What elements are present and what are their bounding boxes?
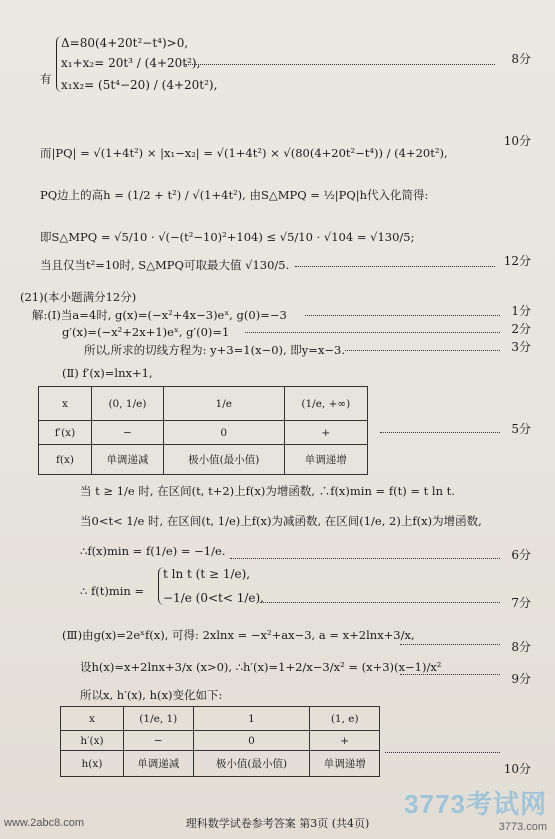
solution-line-3: 所以,所求的切线方程为: y+3=1(x−0), 即y=x−3. [84, 343, 346, 357]
table-cell: 单调递增 [284, 445, 367, 475]
score-label: 9分 [511, 672, 531, 686]
dot-leader [385, 752, 500, 753]
dot-leader [380, 432, 500, 433]
table-cell: h(x) [61, 751, 124, 777]
dot-leader [305, 315, 500, 316]
piecewise-cases [158, 567, 264, 605]
case-1: t ln t (t ≥ 1/e), [163, 567, 251, 581]
table-cell: 0 [163, 421, 284, 445]
case-line-3: ∴f(x)min = f(1/e) = −1/e. [80, 544, 226, 558]
table-cell: 极小值(最小值) [163, 445, 284, 475]
table-cell: 单调递增 [310, 751, 380, 777]
table-cell: h′(x) [61, 731, 124, 751]
score-label: 3分 [511, 340, 531, 354]
score-label: 12分 [503, 254, 531, 268]
score-label: 6分 [511, 548, 531, 562]
dot-leader [400, 674, 500, 675]
monotonicity-table-f [38, 386, 368, 475]
piecewise-prefix: ∴ f(t)min = [80, 584, 145, 598]
solution-line-2: g′(x)=(−x²+2x+1)eˣ, g′(0)=1 [62, 325, 230, 339]
table-cell: (1/e, 1) [124, 707, 194, 731]
question-heading: (21)(本小题满分12分) [20, 290, 137, 304]
table-cell: − [124, 731, 194, 751]
height-line: PQ边上的高h = (1/2 + t²) / √(1+4t²), 由S△MPQ = ½|PQ|h代入化简得: [40, 188, 429, 202]
case-line-1: 当 t ≥ 1/e 时, 在区间(t, t+2)上f(x)为增函数, ∴f(x)min = f(t) = t ln t. [80, 484, 455, 498]
table-cell: 极小值(最小值) [193, 751, 310, 777]
watermark-url: 3773.com [498, 821, 547, 833]
case-line-2: 当0<t< 1/e 时, 在区间(t, 1/e)上f(x)为减函数, 在区间(1/e, 2)上f(x)为增函数, [80, 514, 482, 528]
system-line-2: x₁+x₂= 20t³ / (4+20t²), [61, 56, 201, 70]
dot-leader [295, 266, 495, 267]
dot-leader [400, 644, 500, 645]
table-cell: 1 [193, 707, 310, 731]
score-label: 8分 [511, 52, 531, 66]
pq-length-line: 而|PQ| = √(1+4t²) × |x₁−x₂| = √(1+4t²) × √(80(4+20t²−t⁴)) / (4+20t²), [40, 146, 448, 160]
table-cell: f′(x) [39, 421, 92, 445]
dot-leader [345, 350, 500, 351]
score-label: 2分 [511, 322, 531, 336]
solution-line-1: 解:(Ⅰ)当a=4时, g(x)=(−x²+4x−3)eˣ, g(0)=−3 [32, 308, 287, 322]
dot-leader [185, 64, 495, 65]
table-cell: x [61, 707, 124, 731]
score-label: 10分 [503, 762, 531, 776]
table-cell: x [39, 387, 92, 421]
watermark-left: www.2abc8.com [4, 817, 85, 829]
system-line-3: x₁x₂= (5t⁴−20) / (4+20t²), [61, 78, 218, 92]
page-footer: 理科数学试卷参考答案 第3页 (共4页) [185, 817, 370, 830]
table-cell: + [310, 731, 380, 751]
monotonicity-table-h [60, 706, 380, 777]
table-cell: (0, 1/e) [92, 387, 164, 421]
dot-leader [260, 602, 500, 603]
case-2: −1/e (0<t< 1/e). [163, 591, 264, 605]
dot-leader [230, 558, 500, 559]
table-cell: (1, e) [310, 707, 380, 731]
part3-line-2: 设h(x)=x+2lnx+3/x (x>0), ∴h′(x)=1+2/x−3/x² = (x+3)(x−1)/x² [80, 660, 442, 674]
table-cell: 单调递减 [124, 751, 194, 777]
part3-line-3: 所以x, h′(x), h(x)变化如下: [80, 688, 223, 702]
table-cell: − [92, 421, 164, 445]
brace-prefix: 有 [40, 72, 52, 86]
table-cell: 1/e [163, 387, 284, 421]
table-cell: f(x) [39, 445, 92, 475]
watermark-logo [404, 784, 547, 833]
watermark-brand: 3773考试网 [404, 789, 547, 819]
score-label: 8分 [511, 640, 531, 654]
table-cell: 0 [193, 731, 310, 751]
score-label: 10分 [503, 134, 531, 148]
score-label: 7分 [511, 596, 531, 610]
max-value-line: 当且仅当t²=10时, S△MPQ可取最大值 √130/5. [40, 258, 290, 272]
table-cell: + [284, 421, 367, 445]
table-cell: 单调递减 [92, 445, 164, 475]
table-cell: (1/e, +∞) [284, 387, 367, 421]
score-label: 5分 [511, 422, 531, 436]
system-line-1: Δ=80(4+20t²−t⁴)>0, [61, 36, 189, 50]
area-line: 即S△MPQ = √5/10 · √(−(t²−10)²+104) ≤ √5/10 · √104 = √130/5; [40, 230, 415, 244]
part2-derivative: (Ⅱ) f′(x)=lnx+1, [62, 366, 153, 380]
part3-line-1: (Ⅲ)由g(x)=2eˣf(x), 可得: 2xlnx = −x²+ax−3, a = x+2lnx+3/x, [62, 628, 415, 642]
dot-leader [245, 332, 500, 333]
score-label: 1分 [511, 304, 531, 318]
